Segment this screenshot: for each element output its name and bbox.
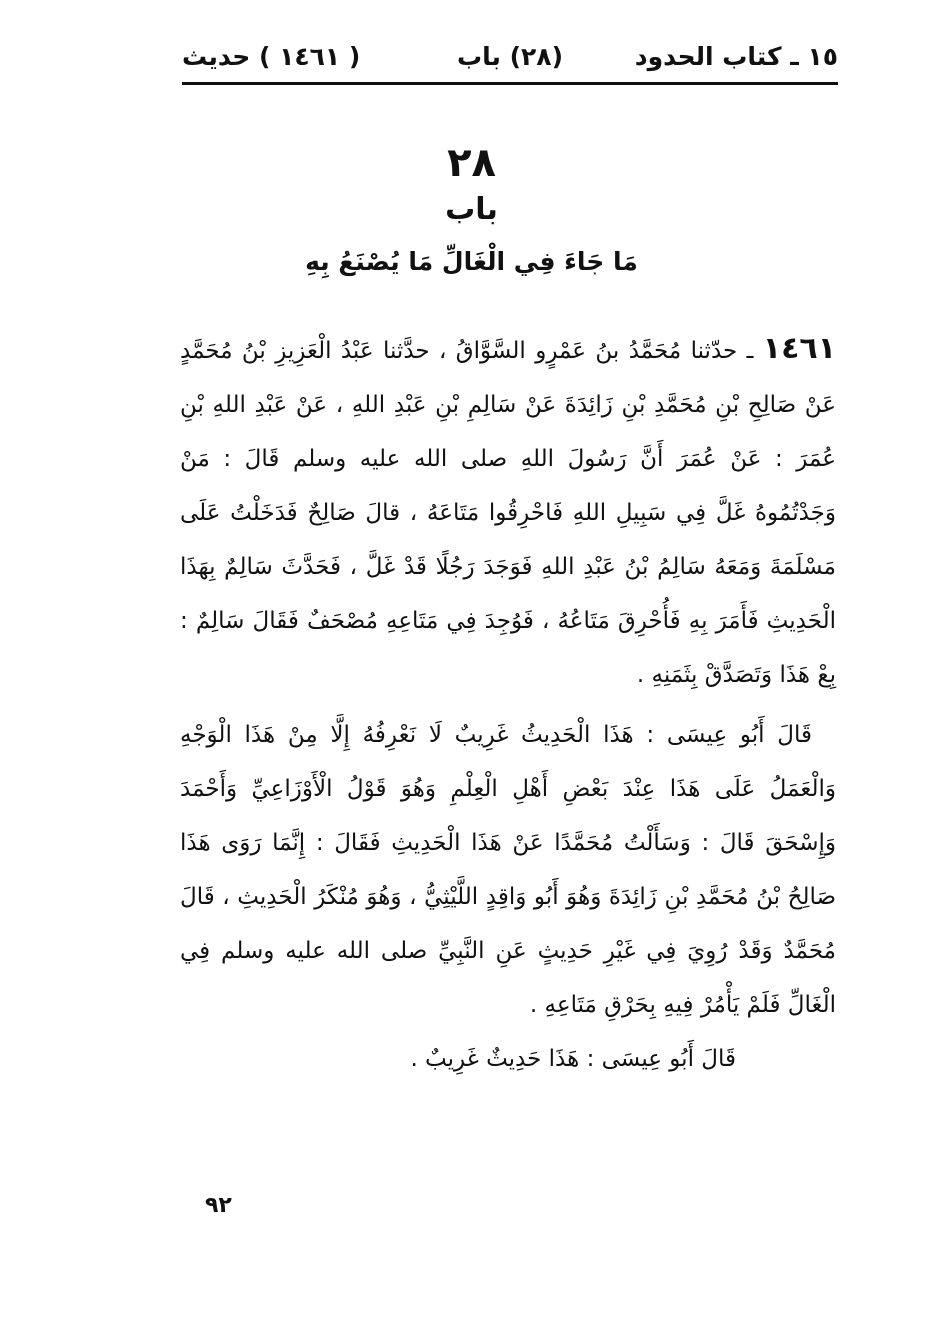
- page-number: ٩٢: [205, 1193, 232, 1218]
- hadith-paragraph: [180, 322, 836, 702]
- chapter-label: باب: [445, 192, 498, 227]
- hadith-number: ١٤٦١: [762, 331, 837, 366]
- header-divider: [182, 82, 838, 85]
- commentary-closing: قَالَ أَبُو عِيسَى : هَذَا حَدِيثٌ غَرِيبٌ .: [410, 1046, 736, 1072]
- chapter-number: ٢٨: [447, 140, 496, 186]
- hadith-text: ـ حدّثنا مُحَمَّدُ بنُ عَمْرٍو السَّوَّاقُ ، حدَّثنا عَبْدُ الْعَزِيزِ بْنُ مُحَمَّدٍ عَنْ صَالِحِ بْنِ مُحَمَّدِ بْنِ زَائِدَةَ عَنْ سَالِمِ بْنِ عَبْدِ اللهِ ، عَنْ عَبْدِ اللهِ بْنِ عُمَرَ : عَنْ عُمَرَ أَنَّ رَسُولَ اللهِ صلى الله عليه وسلم قَالَ : مَنْ وَجَدْتُمُوهُ غَلَّ فِي سَبِيلِ اللهِ فَاحْرِقُوا مَتَاعَهُ ، قالَ صَالِحٌ فَدَخَلْتُ عَلَى مَسْلَمَةَ وَمَعَهُ سَالِمُ بْنُ عَبْدِ اللهِ فَوَجَدَ رَجُلًا قَدْ غَلَّ ، فَحَدَّثَ سَالِمٌ بِهَذَا الْحَدِيثِ فَأَمَرَ بِهِ فَأُحْرِقَ مَتَاعُهُ ، فَوُجِدَ فِي مَتَاعِهِ مُصْحَفٌ فَقَالَ سَالِمٌ : بِعْ هَذَا وَتَصَدَّقْ بِثَمَنِهِ .: [180, 338, 836, 688]
- header-book-title: ١٥ ـ كتاب الحدود: [634, 42, 838, 71]
- chapter-title: مَا جَاءَ فِي الْغَالِّ مَا يُصْنَعُ بِهِ: [305, 247, 638, 276]
- header-hadith-ref: ( ١٤٦١ ) حديث: [182, 42, 361, 71]
- header-chapter-ref: (٢٨) باب: [457, 42, 563, 71]
- running-header: [182, 34, 838, 84]
- body-text: [180, 322, 836, 1086]
- commentary-paragraph: قَالَ أَبُو عِيسَى : هَذَا الْحَدِيثُ غَرِيبٌ لَا نَعْرِفُهُ إِلَّا مِنْ هَذَا الْوَجْهِ وَالْعَمَلُ عَلَى هَذَا عِنْدَ بَعْضِ أَهْلِ الْعِلْمِ وَهُوَ قَوْلُ الْأَوْزَاعِيِّ وَأَحْمَدَ وَإِسْحَقَ قَالَ : وَسَأَلْتُ مُحَمَّدًا عَنْ هَذَا الْحَدِيثِ فَقَالَ : إِنَّمَا رَوَى هَذَا صَالِحُ بْنُ مُحَمَّدِ بْنِ زَائِدَةَ وَهُوَ أَبُو وَاقِدٍ اللَّيْثِيُّ ، وَهُوَ مُنْكَرُ الْحَدِيثِ ، قَالَ مُحَمَّدٌ وَقَدْ رُوِيَ فِي غَيْرِ حَدِيثٍ عَنِ النَّبِيِّ صلى الله عليه وسلم فِي الْغَالِّ فَلَمْ يَأْمُرْ فِيهِ بِحَرْقِ مَتَاعِهِ .: [180, 722, 836, 1018]
